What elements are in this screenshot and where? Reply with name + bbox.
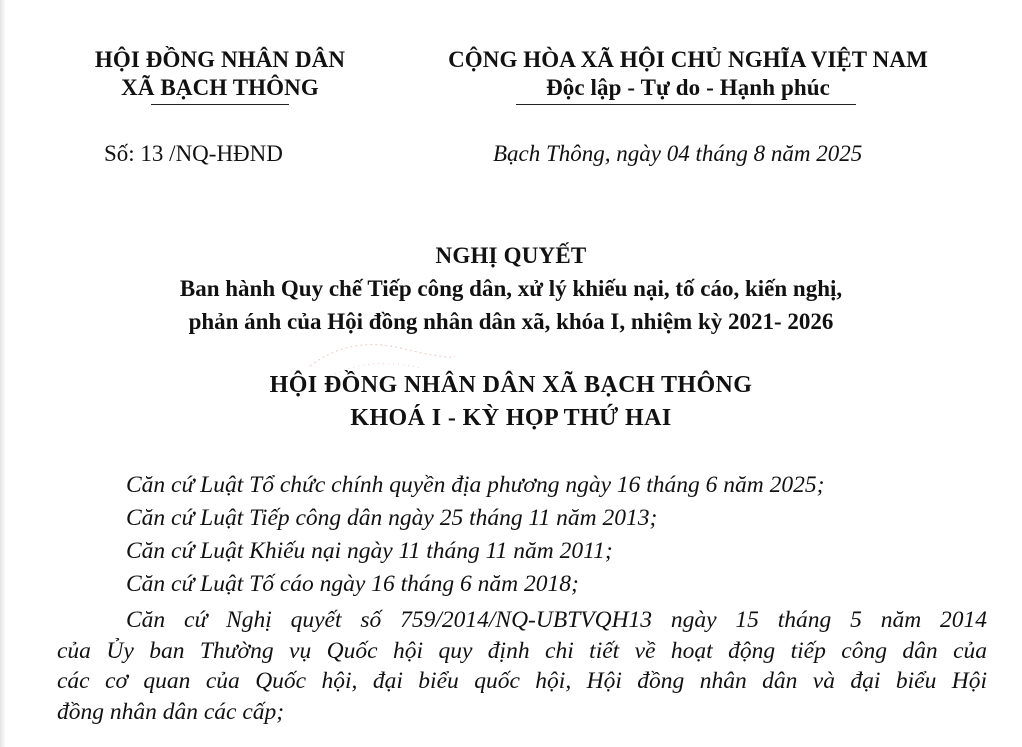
issuer-line1: HỘI ĐỒNG NHÂN DÂN XÃ BẠCH THÔNG (269, 372, 753, 398)
legal-basis-item: Căn cứ Luật Khiếu nại ngày 11 tháng 11 năm 2011; (126, 538, 613, 564)
national-title-line1: CỘNG HÒA XÃ HỘI CHỦ NGHĨA VIỆT NAM (448, 47, 928, 72)
national-title (413, 46, 963, 102)
legal-basis-item: Căn cứ Luật Tổ chức chính quyền địa phương ngày 16 tháng 6 năm 2025; (126, 472, 825, 498)
document-type-title: NGHỊ QUYẾT (435, 243, 587, 268)
document-number: Số: 13 /NQ-HĐND (104, 141, 283, 166)
place-and-date: Bạch Thông, ngày 04 tháng 8 năm 2025 (493, 141, 863, 166)
issuing-agency-line1: HỘI ĐỒNG NHÂN DÂN (94, 47, 346, 72)
issuing-agency-line2: XÃ BẠCH THÔNG (121, 75, 319, 100)
legal-basis-item: Căn cứ Luật Tố cáo ngày 16 tháng 6 năm 2018; (126, 571, 579, 597)
national-motto: Độc lập - Tự do - Hạnh phúc (546, 75, 830, 100)
resolution-basis-line3: các cơ quan của Quốc hội, đại biểu quốc hội, Hội đồng nhân dân và đại biểu Hội (57, 668, 987, 695)
issuing-agency (80, 46, 360, 102)
resolution-basis-line4: đồng nhân dân các cấp; (57, 698, 285, 725)
national-motto-underline (516, 104, 856, 105)
resolution-basis-paragraph (57, 605, 987, 727)
resolution-basis-line1: Căn cứ Nghị quyết số 759/2014/NQ-UBTVQH13 ngày 15 tháng 5 năm 2014 (126, 607, 987, 633)
resolution-basis-line2: của Ủy ban Thường vụ Quốc hội quy định chi tiết về hoạt động tiếp công dân của (57, 637, 987, 664)
issuer-line2: KHOÁ I - KỲ HỌP THỨ HAI (350, 405, 672, 431)
document-subject-line1: Ban hành Quy chế Tiếp công dân, xử lý khiếu nại, tố cáo, kiến nghị, (179, 276, 843, 301)
issuing-agency-underline (151, 104, 289, 105)
legal-basis-item: Căn cứ Luật Tiếp công dân ngày 25 tháng 11 năm 2013; (126, 505, 658, 531)
document-subject-line2: phản ánh của Hội đồng nhân dân xã, khóa I, nhiệm kỳ 2021- 2026 (188, 309, 834, 334)
